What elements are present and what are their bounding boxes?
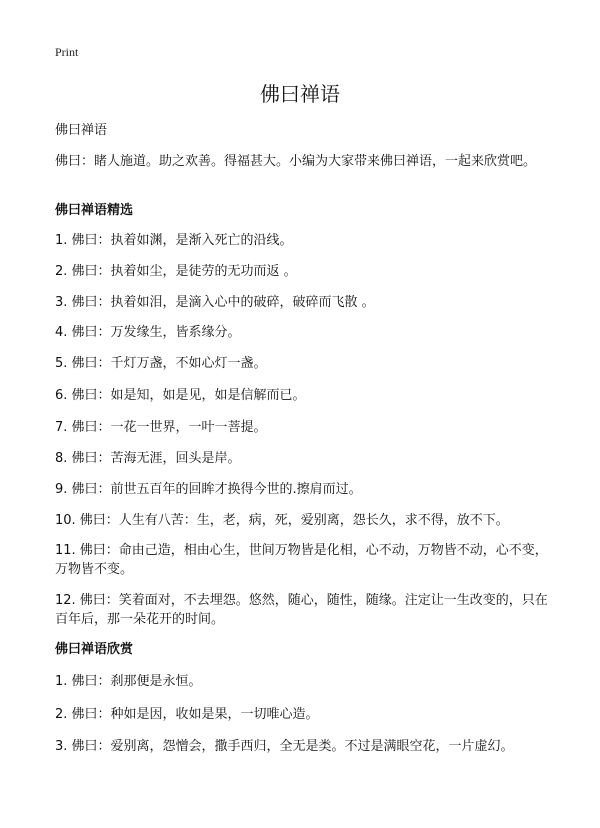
list-item: 10. 佛曰：人生有八苦：生，老，病，死，爱别离，怨长久，求不得，放不下。: [55, 513, 509, 528]
list-item: 1. 佛曰：执着如渊，是渐入死亡的沿线。: [55, 233, 293, 248]
list-item: 8. 佛曰：苦海无涯，回头是岸。: [55, 451, 241, 466]
list-item: 3. 佛曰：执着如泪，是滴入心中的破碎，破碎而飞散 。: [55, 295, 375, 310]
list-item: 11. 佛曰：命由己造，相由心生，世间万物皆是化相，心不动，万物皆不动，心不变，万物皆不变。: [55, 543, 548, 577]
list-item: 12. 佛曰：笑着面对，不去埋怨。悠然，随心，随性，随缘。注定让一生改变的，只在百年后，那一朵花开的时间。: [55, 593, 548, 627]
section-heading-appreciation: 佛曰禅语欣赏: [55, 642, 134, 657]
subtitle: 佛曰禅语: [55, 123, 108, 138]
list-item: 2. 佛曰：执着如尘，是徒劳的无功而返 。: [55, 264, 297, 279]
intro-paragraph: 佛曰：睹人施道。助之欢善。得福甚大。小编为大家带来佛曰禅语，一起来欣赏吧。: [55, 154, 537, 169]
list-item: 9. 佛曰：前世五百年的回眸才换得今世的.擦肩而过。: [55, 482, 362, 497]
list-item: 1. 佛曰：刹那便是永恒。: [55, 674, 202, 689]
page-title: 佛曰禅语: [260, 82, 340, 106]
list-item: 7. 佛曰：一花一世界，一叶一菩提。: [55, 420, 267, 435]
list-item: 5. 佛曰：千灯万盏，不如心灯一盏。: [55, 356, 267, 371]
list-item: 4. 佛曰：万发缘生，皆系缘分。: [55, 325, 241, 340]
list-item: 6. 佛曰：如是知，如是见，如是信解而已。: [55, 388, 306, 403]
section-heading-selected: 佛曰禅语精选: [55, 203, 134, 218]
list-item: 2. 佛曰：种如是因，收如是果，一切唯心造。: [55, 707, 319, 722]
print-link[interactable]: Print: [55, 45, 79, 59]
list-item: 3. 佛曰：爱别离，怨憎会，撒手西归，全无是类。不过是满眼空花，一片虚幻。: [55, 739, 514, 754]
